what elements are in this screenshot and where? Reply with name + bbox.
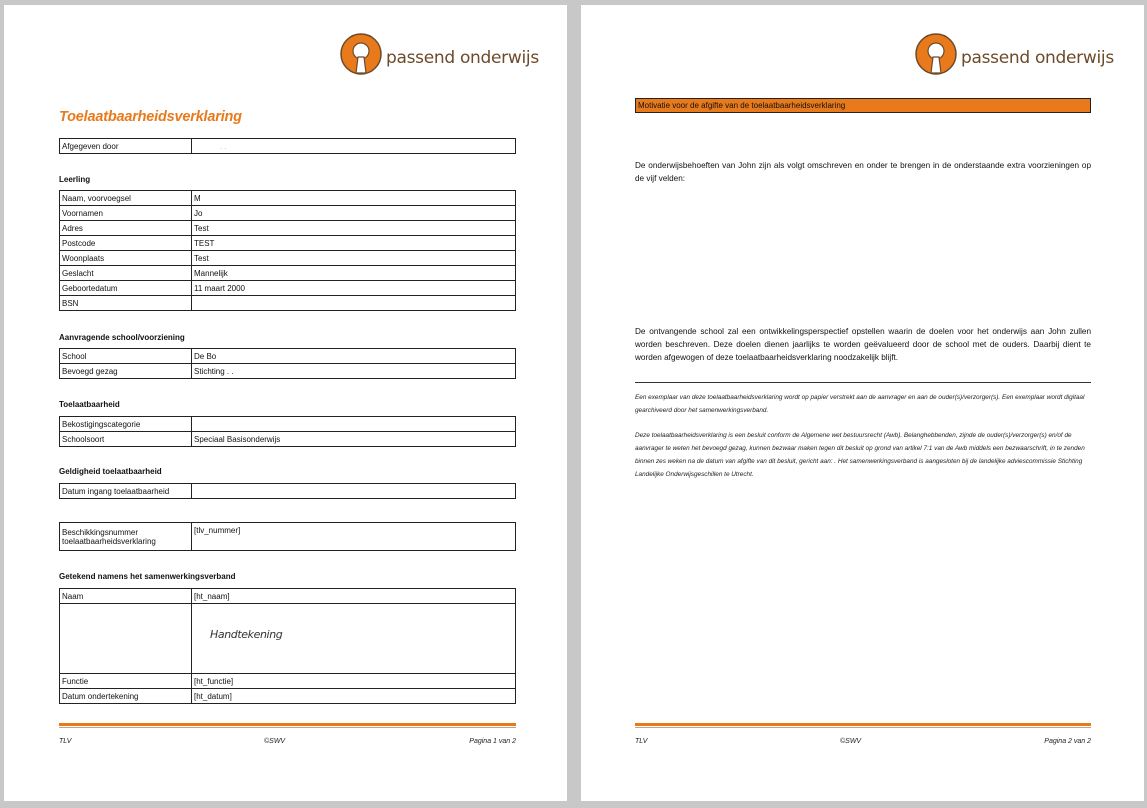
footer-center: ©SWV <box>840 738 862 745</box>
signature-label-cell <box>60 604 192 674</box>
decision-number-table <box>59 522 516 551</box>
issued-by-table <box>59 138 516 154</box>
signature-image: Handtekening <box>210 628 283 641</box>
table-row <box>60 221 516 236</box>
row-value <box>192 417 516 432</box>
table-row <box>60 206 516 221</box>
footer-divider-thin <box>59 727 516 728</box>
table-row <box>60 236 516 251</box>
table-row <box>60 417 516 432</box>
logo-text: passend onderwijs <box>386 48 539 68</box>
table-row <box>60 484 516 499</box>
section-title-eligibility: Toelaatbaarheid <box>59 400 120 409</box>
table-row <box>60 251 516 266</box>
keyhole-logo-icon <box>914 33 958 77</box>
footer-left: TLV <box>59 738 72 745</box>
section-title-validity: Geldigheid toelaatbaarheid <box>59 467 162 476</box>
row-label: Datum ingang toelaatbaarheid <box>60 484 192 499</box>
row-value: De Bo <box>192 349 516 364</box>
row-label: School <box>60 349 192 364</box>
table-row <box>60 266 516 281</box>
row-label: Woonplaats <box>60 251 192 266</box>
keyhole-logo-icon <box>339 33 383 77</box>
row-label: Bekostigingscategorie <box>60 417 192 432</box>
row-value: Speciaal Basisonderwijs <box>192 432 516 447</box>
table-row <box>60 364 516 379</box>
row-label: Naam, voorvoegsel <box>60 191 192 206</box>
logo-text: passend onderwijs <box>961 48 1114 68</box>
sign-date-label: Datum ondertekening <box>60 689 192 704</box>
logo <box>339 31 539 79</box>
validity-table <box>59 483 516 499</box>
student-table <box>59 190 516 311</box>
legal-note: Deze toelaatbaarheidsverklaring is een besluit conform de Algemene wet bestuursrecht (Awb). Belanghebbenden, zijnde de ouder(s)/verzorger(s) en/of de aanvrager te weten het bevoegd gezag, kunnen bezwaar maken tegen dit besluit op grond van artikel 7:1 van de Awb middels een bezwaarschrift, in te zenden binnen zes weken na de datum van afgifte van dit besluit, gericht aan: . Het samenwerkingsverband is aangesloten bij de landelijke adviescommissie Stichting Landelijke Onderwijsgeschillen te Utrecht. <box>635 432 1085 478</box>
issued-by-label: Afgegeven door <box>60 139 192 154</box>
table-row <box>60 191 516 206</box>
table-row <box>60 689 516 704</box>
row-label: Geslacht <box>60 266 192 281</box>
sign-date-value: [ht_datum] <box>192 689 516 704</box>
row-value <box>192 484 516 499</box>
row-value: Jo <box>192 206 516 221</box>
table-row <box>60 523 516 551</box>
notes-divider <box>635 382 1091 383</box>
signer-function-value: [ht_functie] <box>192 674 516 689</box>
document-title: Toelaatbaarheidsverklaring <box>59 109 242 125</box>
document-page-1 <box>4 5 567 801</box>
row-label: Geboortedatum <box>60 281 192 296</box>
table-row <box>60 281 516 296</box>
signer-function-label: Functie <box>60 674 192 689</box>
footer-center: ©SWV <box>264 738 286 745</box>
table-row <box>60 139 516 154</box>
logo <box>914 31 1114 79</box>
row-value: Test <box>192 221 516 236</box>
table-row <box>60 296 516 311</box>
table-row <box>60 432 516 447</box>
motivation-header: Motivatie voor de afgifte van de toelaatbaarheidsverklaring <box>635 98 1091 113</box>
table-row <box>60 589 516 604</box>
footer-page-number: Pagina 2 van 2 <box>1044 738 1091 745</box>
row-label: Voornamen <box>60 206 192 221</box>
decision-number-value: [tlv_nummer] <box>192 523 516 551</box>
row-value: Test <box>192 251 516 266</box>
section-title-student: Leerling <box>59 175 91 184</box>
footer-left: TLV <box>635 738 648 745</box>
document-page-2 <box>581 5 1144 801</box>
footer-divider-thin <box>635 727 1091 728</box>
signer-name-label: Naam <box>60 589 192 604</box>
row-label: BSN <box>60 296 192 311</box>
school-table <box>59 348 516 379</box>
footer-divider <box>635 723 1091 726</box>
section-title-school: Aanvragende school/voorziening <box>59 333 185 342</box>
table-row <box>60 674 516 689</box>
row-label: Bevoegd gezag <box>60 364 192 379</box>
row-value: M <box>192 191 516 206</box>
row-label: Postcode <box>60 236 192 251</box>
footer-divider <box>59 723 516 726</box>
row-value: Mannelijk <box>192 266 516 281</box>
row-value: 11 maart 2000 <box>192 281 516 296</box>
table-row <box>60 349 516 364</box>
section-title-signed: Getekend namens het samenwerkingsverband <box>59 572 236 581</box>
row-label: Schoolsoort <box>60 432 192 447</box>
needs-paragraph: De onderwijsbehoeften van John zijn als volgt omschreven en onder te brengen in de onderstaande extra voorzieningen op de vijf velden: <box>635 161 1091 183</box>
table-row <box>60 604 516 674</box>
decision-number-label: Beschikkingsnummer toelaatbaarheidsverklaring <box>60 523 192 551</box>
signature-table <box>59 588 516 704</box>
issued-by-value: . . <box>192 139 516 154</box>
signer-name-value: [ht_naam] <box>192 589 516 604</box>
row-label: Adres <box>60 221 192 236</box>
row-value: Stichting . . <box>192 364 516 379</box>
row-value <box>192 296 516 311</box>
signature-cell <box>192 604 516 674</box>
footer-page-number: Pagina 1 van 2 <box>469 738 516 745</box>
copies-note: Een exemplaar van deze toelaatbaarheidsverklaring wordt op papier verstrekt aan de aanvrager en aan de ouder(s)/verzorger(s). Een exemplaar wordt digitaal gearchiveerd door het samenwerkingsverband. <box>635 394 1085 414</box>
eligibility-table <box>59 416 516 447</box>
row-value: TEST <box>192 236 516 251</box>
development-paragraph: De ontvangende school zal een ontwikkelingsperspectief opstellen waarin de doelen voor het onderwijs aan John zullen worden beschreven. Deze doelen dienen jaarlijks te worden geëvalueerd door de school met de ouders. Daarbij dient te worden afgewogen of deze toelaatbaarheidsverklaring noodzakelijk blijft. <box>635 327 1091 362</box>
